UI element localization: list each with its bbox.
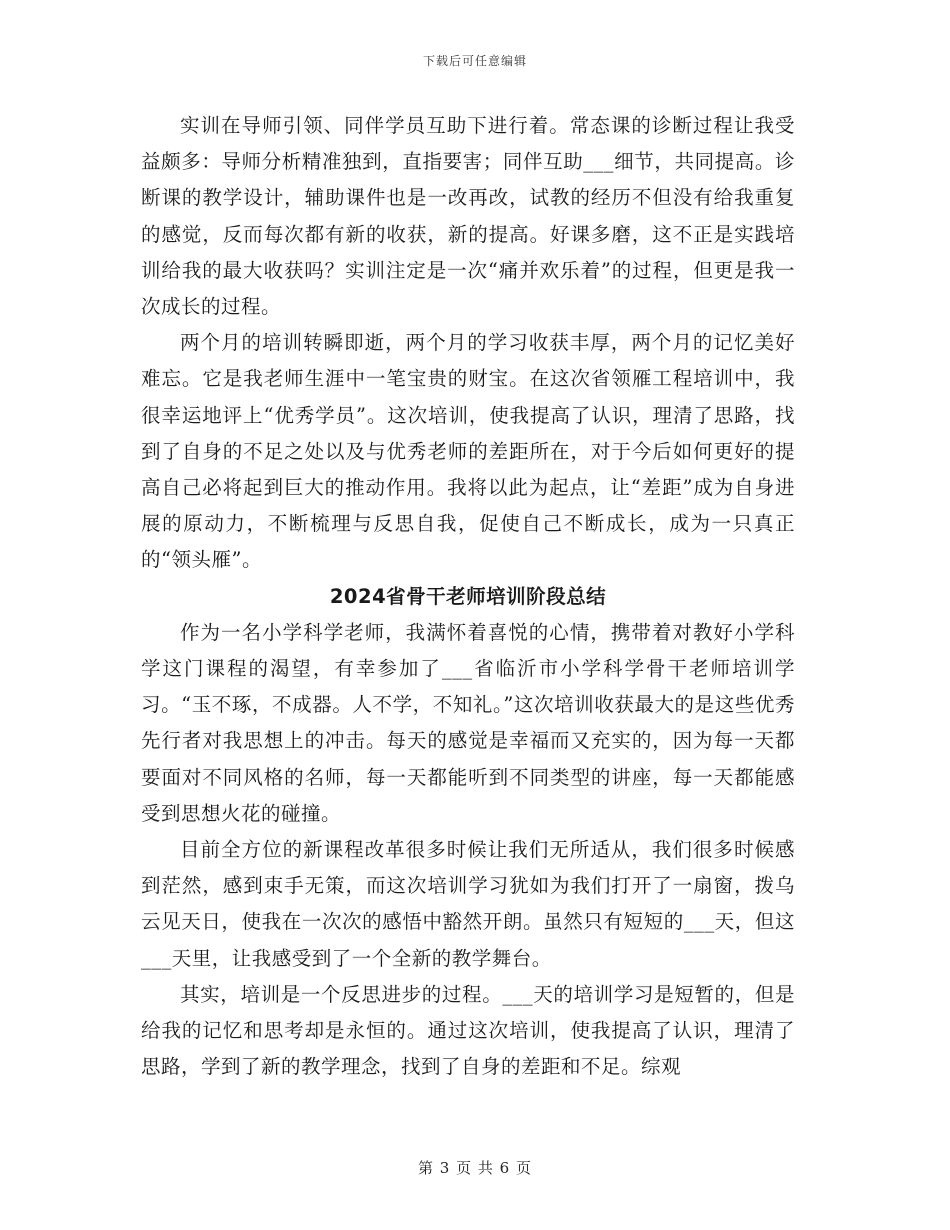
paragraph-1: 实训在导师引领、同伴学员互助下进行着。常态课的诊断过程让我受益颇多：导师分析精准独到，直指要害；同伴互助___细节，共同提高。诊断课的教学设计，辅助课件也是一改再改，试教的经历不但没有给我重复的感觉，反而每次都有新的收获，新的提高。好课多磨，这不正是实践培训给我的最大收获吗？实训注定是一次“痛并欢乐着”的过程，但更是我一次成长的过程。 <box>141 114 795 319</box>
page-footer: 第 3 页 共 6 页 <box>418 1159 532 1177</box>
paragraph-4: 目前全方位的新课程改革很多时候让我们无所适从，我们很多时候感到茫然，感到束手无策，而这次培训学习犹如为我们打开了一扇窗，拨乌云见天日，使我在一次次的感悟中豁然开朗。虽然只有短短的___天，但这___天里，让我感受到了一个全新的教学舞台。 <box>141 838 795 970</box>
paragraph-5: 其实，培训是一个反思进步的过程。___天的培训学习是短暂的，但是给我的记忆和思考却是永恒的。通过这次培训，使我提高了认识，理清了思路，学到了新的教学理念，找到了自身的差距和不足。综观 <box>141 982 795 1079</box>
paragraph-3: 作为一名小学科学老师，我满怀着喜悦的心情，携带着对教好小学科学这门课程的渴望，有幸参加了___省临沂市小学科学骨干老师培训学习。“玉不琢，不成器。人不学，不知礼。”这次培训收获最大的是这些优秀先行者对我思想上的冲击。每天的感觉是幸福而又充实的，因为每一天都要面对不同风格的名师，每一天都能听到不同类型的讲座，每一天都能感受到思想火花的碰撞。 <box>141 620 795 825</box>
page-header: 下载后可任意编辑 <box>422 54 527 68</box>
document-body <box>141 108 795 1085</box>
paragraph-2: 两个月的培训转瞬即逝，两个月的学习收获丰厚，两个月的记忆美好难忘。它是我老师生涯中一笔宝贵的财宝。在这次省领雁工程培训中，我很幸运地评上“优秀学员”。这次培训，使我提高了认识，理清了思路，找到了自身的不足之处以及与优秀老师的差距所在，对于今后如何更好的提高自己必将起到巨大的推动作用。我将以此为起点，让“差距”成为自身进展的原动力，不断梳理与反思自我，促使自己不断成长，成为一只真正的“领头雁”。 <box>141 331 795 572</box>
section-title: 2024省骨干老师培训阶段总结 <box>329 584 607 608</box>
